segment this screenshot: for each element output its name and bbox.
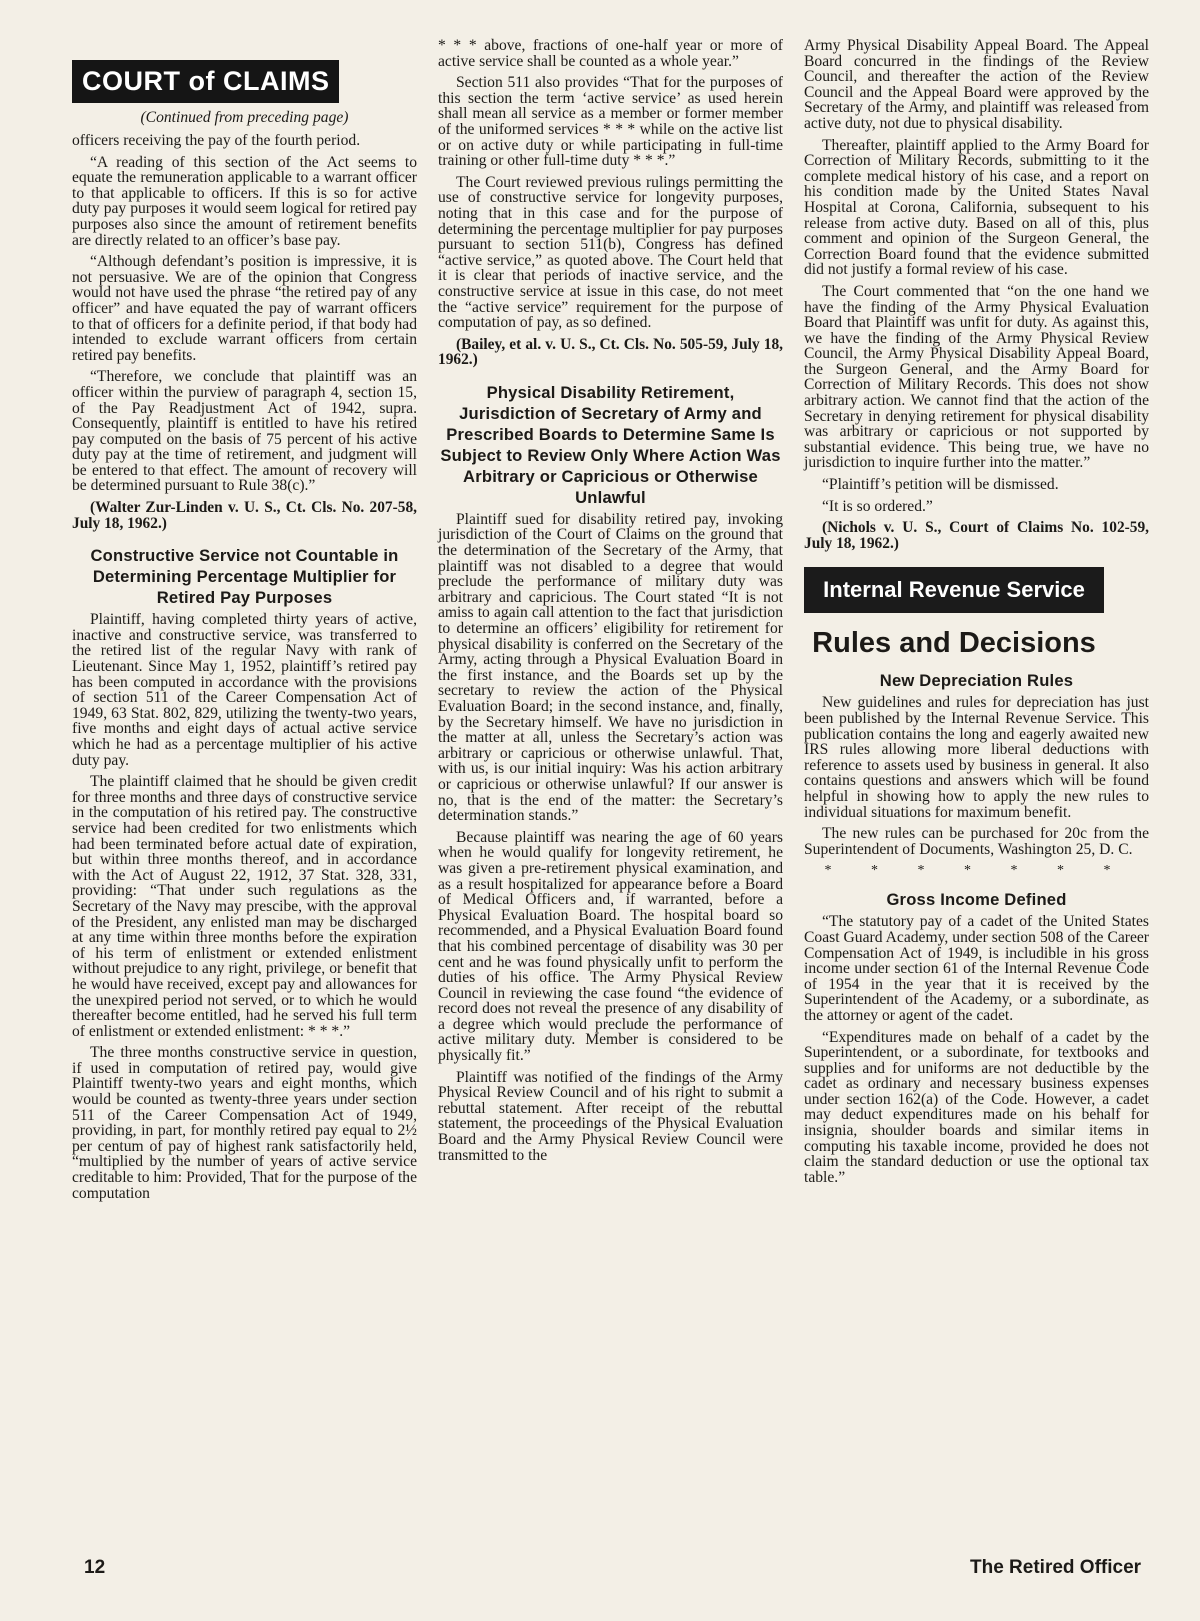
paragraph: officers receiving the pay of the fourth period. — [72, 132, 361, 149]
paragraph: “A reading of this section of the Act seems to equate the remuneration applicable to a warrant officer to that applicable to officers. If this is so for active duty pay purposes it would seem logical for retired pay purposes also since the amount of retirement benefits are directly related to an officer’s base pay. — [72, 153, 417, 249]
paragraph: “Therefore, we conclude that plaintiff was an officer within the purview of paragraph 4, section 15, of the Pay Readjustment Act of 1942, supra. Consequently, plaintiff is entitled to have his retired pay computed on the basis of 75 percent of his active duty pay at the time of retirement, and judgment will be entered to that effect. The amount of recovery will be determined pursuant to Rule 38(c).” — [72, 368, 417, 495]
court-of-claims-banner: COURT of CLAIMS — [72, 60, 339, 103]
paragraph: Thereafter, plaintiff applied to the Army Board for Correction of Military Records, submitting to it the complete medical history of his case, and a report on his condition made by the United States Naval Hospital at Corona, California, subsequent to his release from active duty. Based on all of this, plus comment and opinion of the Surgeon General, the Correction Board found that the evidence submitted did not justify a formal review of his case. — [804, 136, 1149, 279]
paragraph: The new rules can be purchased for 20c from the Superintendent of Documents, Washington 25, D. C. — [804, 825, 1149, 858]
paragraph: New guidelines and rules for depreciation has just been published by the Internal Revenue Service. This publication contains the long and eagerly awaited new IRS rules allowing more liberal deductions with reference to assets used by business in general. It also contains questions and answers which will be found helpful in showing how to apply the new rules to individual situations for maximum benefit. — [804, 694, 1149, 821]
case-citation: (Bailey, et al. v. U. S., Ct. Cls. No. 505-59, July 18, 1962.) — [438, 335, 783, 369]
paragraph: The Court reviewed previous rulings permitting the use of constructive service for longevity purposes, noting that in this case and for the purpose of determining the percentage multiplier for pay purposes pursuant to section 511(b), Congress has defined “active service,” as quoted above. The Court held that it is clear that periods of inactive service, and the constructive service at issue in this case, do not meet the “active service” requirement for the purpose of computation of pay, as so defined. — [438, 173, 783, 332]
paragraph: Plaintiff, having completed thirty years of active, inactive and constructive service, was transferred to the retired list of the regular Navy with rank of Lieutenant. Since May 1, 1952, plaintiff’s retired pay has been computed in accordance with the provisions of section 511 of the Career Compensation Act of 1949, 63 Stat. 802, 829, utilizing the twenty-two years, five months and eight days of actual active service which he had as a percentage multiplier of his active duty pay. — [72, 611, 417, 769]
rules-title: Rules and Decisions — [812, 627, 1096, 660]
column-3 — [804, 38, 1149, 1191]
case-citation: (Walter Zur-Linden v. U. S., Ct. Cls. No. 207-58, July 18, 1962.) — [72, 499, 417, 532]
continued-note: (Continued from preceding page) — [140, 109, 349, 126]
paragraph: Army Physical Disability Appeal Board. The Appeal Board concurred in the findings of the Review Council, and thereafter the action of the Review Council and the Appeal Board were approved by the Secretary of the Army, and plaintiff was released from active duty, not due to physical disability. — [804, 37, 1149, 132]
column-1 — [72, 38, 417, 1207]
section-heading: Constructive Service not Countable in Determining Percentage Multiplier for Retired Pay Purposes — [90, 546, 399, 608]
paragraph: * * * above, fractions of one-half year or more of active service shall be counted as a whole year.” — [438, 37, 783, 70]
page-number: 12 — [84, 1557, 106, 1578]
case-citation: (Nichols v. U. S., Court of Claims No. 102-59, July 18, 1962.) — [804, 519, 1149, 552]
paragraph: Plaintiff was notified of the findings of the Army Physical Review Council and of his right to submit a rebuttal statement. After receipt of the rebuttal statement, the proceedings of the Physical Evaluation Board and the Army Physical Review Council were transmitted to the — [438, 1068, 783, 1164]
paragraph: The Court commented that “on the one hand we have the finding of the Army Physical Evaluation Board that Plaintiff was unfit for duty. As against this, we have the finding of the Army Physical Review Council, the Army Physical Disability Appeal Board, the Surgeon General, and the Army Board for Correction of Military Records. This does not show arbitrary action. We cannot find that the action of the Secretary in denying retirement for physical disability was arbitrary or capricious or not supported by substantial evidence. This being true, we have no jurisdiction to inquire further into the matter.” — [804, 282, 1149, 472]
paragraph: “Plaintiff’s petition will be dismissed. — [822, 476, 1059, 494]
column-2 — [438, 38, 783, 1169]
paragraph: “Expenditures made on behalf of a cadet by the Superintendent, or a subordinate, for textbooks and supplies and for uniforms are not deductible by the cadet as ordinary and necessary business expenses under section 162(a) of the Code. However, a cadet may deduct expenditures made on his behalf for insignia, shoulder boards and similar items in computing his taxable income, provided he does not claim the standard deduction or use the optional tax table.” — [804, 1028, 1149, 1186]
section-heading: New Depreciation Rules — [879, 671, 1074, 691]
publication-name: The Retired Officer — [970, 1557, 1142, 1578]
paragraph: The three months constructive service in question, if used in computation of retired pay, would give Plaintiff twenty-two years and eight months, which would be counted as twenty-three years under section 511 of the Career Compensation Act of 1949, providing, in part, for monthly retired pay equal to 2½ per centum of pay of highest rank satisfactorily held, “multiplied by the number of years of active service creditable to him: Provided, That for the purpose of the computation — [72, 1044, 417, 1202]
paragraph: Plaintiff sued for disability retired pay, invoking jurisdiction of the Court of Claims on the ground that the determination of the Secretary of the Army, that plaintiff was not disabled to a degree that would preclude the performance of military duty was arbitrary and capricious. The Court stated “It is not amiss to again call attention to the fact that jurisdiction to determine an officers’ eligibility for retirement for physical disability is conferred on the Secretary of the Army, acting through a Physical Evaluation Board in the first instance, and the Boards set up by the secretary to review the action of the Physical Evaluation Board; in the second instance, and, finally, by the Secretary himself. We have no jurisdiction in the matter at all, unless the Secretary’s action was arbitrary or capricious or otherwise unlawful. That, with us, is our initial inquiry: Was his action arbitrary or capricious or otherwise unlawful? If our answer is no, that is the end of the matter: the Secretary’s determination stands.” — [438, 510, 783, 825]
star-divider: * * * * * * * — [824, 863, 1129, 879]
paragraph: Section 511 also provides “That for the purposes of this section the term ‘active service’ as used herein shall mean all service as a member or former member of the uniformed services * * * while on the active list or on active duty or while participating in full-time training or other full-time duty * * *.” — [438, 74, 783, 170]
section-heading: Physical Disability Retirement, Jurisdiction of Secretary of Army and Prescribed Boards to Determine Same Is Subject to Review Only Where Action Was Arbitrary or Capricious or Otherwise Unlawful — [440, 382, 781, 507]
paragraph: “It is so ordered.” — [822, 497, 933, 515]
paragraph: The plaintiff claimed that he should be given credit for three months and three days of constructive service in the computation of his retired pay. The constructive service had been credited for two enlistments which had been terminated before actual date of expiration, but within three months thereof, and in accordance with the Act of August 22, 1912, 37 Stat. 328, 331, providing: “That under such regulations as the Secretary of the Navy may prescibe, with the approval of the President, any enlisted man may be discharged at any time within three months before the expiration of his term of enlistment or extended enlistment without prejudice to any right, privilege, or benefit that he would have received, except pay and allowances for the unexpired period not served, or to which he would thereafter become entitled, had he served his full term of enlistment or extended enlistment: * * *.” — [72, 773, 417, 1040]
paragraph: “Although defendant’s position is impressive, it is not persuasive. We are of the opinion that Congress would not have used the phrase “the retired pay of any officer” and have equated the pay of warrant officers to that of officers for a definite period, if that body had intended to exclude warrant officers from certain retired pay benefits. — [72, 253, 417, 364]
irs-banner: Internal Revenue Service — [804, 567, 1104, 613]
paragraph: Because plaintiff was nearing the age of 60 years when he would qualify for longevity retirement, he was given a pre-retirement physical examination, and as a result hospitalized for appearance before a Board of Medical Officers and, if warranted, before a Physical Evaluation Board. The hospital board so recommended, and a Physical Evaluation Board found that his combined percentage of disability was 30 per cent and he was found physically unfit to perform the duties of his office. The Army Physical Review Council in reviewing the case found “the evidence of record does not reveal the presence of any disability of a degree which would preclude the performance of active military duty. Member is considered to be physically fit.” — [438, 828, 783, 1065]
paragraph: “The statutory pay of a cadet of the United States Coast Guard Academy, under section 508 of the Career Compensation Act of 1949, is includible in his gross income under section 61 of the Internal Revenue Code of 1954 in the year that it is received by the Superintendent of the Academy, or a subordinate, as the attorney or agent of the cadet. — [804, 913, 1149, 1024]
section-heading: Gross Income Defined — [886, 890, 1067, 910]
